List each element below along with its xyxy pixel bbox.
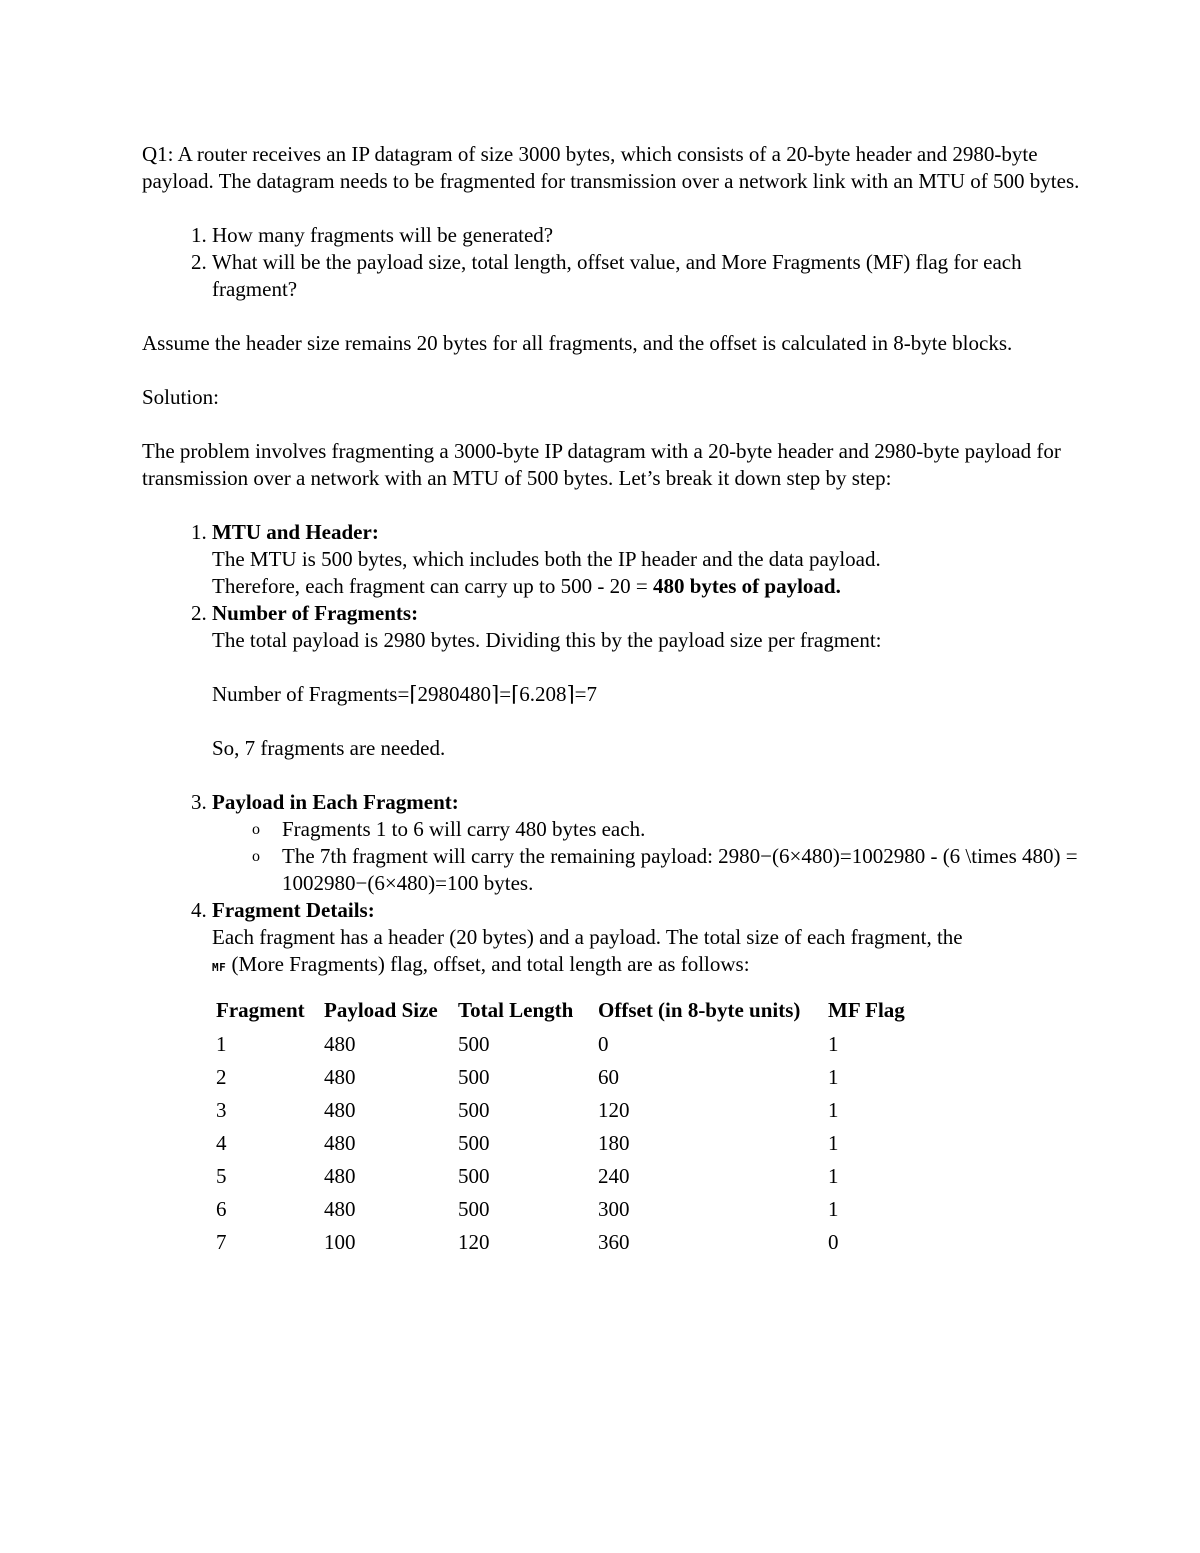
fragment-table (212, 997, 909, 1259)
payload-bullets (212, 816, 1080, 897)
step-text: The MTU is 500 bytes, which includes both the IP header and the data payload. (212, 547, 881, 571)
table-cell: 1 (828, 1130, 839, 1155)
table-cell: 500 (458, 1196, 490, 1221)
table-cell: 500 (458, 1097, 490, 1122)
table-cell: 60 (598, 1064, 619, 1089)
table-cell: 480 (324, 1097, 356, 1122)
table-cell: 500 (458, 1130, 490, 1155)
step-conclusion: So, 7 fragments are needed. (212, 736, 446, 760)
solution-heading: Solution: (142, 385, 220, 409)
question-list (142, 222, 1080, 303)
table-cell: 5 (216, 1163, 227, 1188)
table-cell: 300 (598, 1196, 630, 1221)
step-text: MF (More Fragments) flag, offset, and total length are as follows: (212, 952, 750, 976)
table-cell: 480 (324, 1163, 356, 1188)
table-cell: 500 (458, 1031, 490, 1056)
table-cell: 0 (828, 1229, 839, 1254)
bullet-icon: o (252, 821, 260, 838)
table-row (212, 1193, 909, 1226)
table-row (212, 1160, 909, 1193)
solution-steps (142, 519, 1080, 1259)
question-text: Q1: A router receives an IP datagram of size 3000 bytes, which consists of a 20-byte header and 2980-byte payload. The datagram needs to be fragmented for transmission over a network link with an MTU of 500 bytes. (142, 142, 1080, 193)
step-text (212, 573, 1080, 600)
question-item: 1. How many fragments will be generated? (212, 222, 1080, 249)
list-item: o The 7th fragment will carry the remaining payload: 2980−(6×480)=1002980 - (6 \times 480) = 1002980−(6×480)=100 bytes. (252, 844, 1078, 895)
column-header: Total Length (458, 998, 574, 1022)
question-item: 2. What will be the payload size, total length, offset value, and More Fragments (MF) flag for each fragment? (212, 249, 1080, 303)
step-number-of-fragments (212, 600, 1080, 789)
table-cell: 180 (598, 1130, 630, 1155)
step-title: 1. MTU and Header: (212, 520, 379, 544)
table-cell: 1 (828, 1064, 839, 1089)
table-cell: 480 (324, 1064, 356, 1089)
column-header: Offset (in 8-byte units) (598, 998, 801, 1022)
bullet-icon: o (252, 848, 260, 865)
table-cell: 4 (216, 1130, 227, 1155)
table-cell: 500 (458, 1163, 490, 1188)
table-row (212, 1094, 909, 1127)
mf-code: MF (212, 961, 227, 974)
solution-intro: The problem involves fragmenting a 3000-byte IP datagram with a 20-byte header and 2980-byte payload for transmission over a network with an MTU of 500 bytes. Let’s break it down step by step: (142, 439, 1061, 490)
table-cell: 2 (216, 1064, 227, 1089)
table-cell: 0 (598, 1031, 609, 1056)
table-row (212, 1226, 909, 1259)
step-title: 2. Number of Fragments: (212, 601, 419, 625)
table-cell: 480 (324, 1196, 356, 1221)
column-header: Payload Size (324, 998, 438, 1022)
fragments-formula: Number of Fragments=⌈2980480⌉=⌈6.208⌉=7 (212, 682, 598, 706)
table-cell: 480 (324, 1031, 356, 1056)
table-cell: 120 (598, 1097, 630, 1122)
step-text-prefix: Therefore, each fragment can carry up to 500 - 20 = (212, 574, 653, 598)
step-text: The total payload is 2980 bytes. Dividing this by the payload size per fragment: (212, 628, 882, 652)
table-cell: 500 (458, 1064, 490, 1089)
table-cell: 100 (324, 1229, 356, 1254)
table-cell: 7 (216, 1229, 227, 1254)
payload-result: 480 bytes of payload. (652, 574, 841, 598)
column-header: MF Flag (828, 998, 905, 1022)
table-row (212, 1061, 909, 1094)
table-row (212, 1127, 909, 1160)
column-header: Fragment (216, 998, 305, 1022)
list-item: o Fragments 1 to 6 will carry 480 bytes each. (252, 817, 646, 841)
step-fragment-details (212, 897, 1080, 1259)
table-cell: 1 (216, 1031, 227, 1056)
table-cell: 1 (828, 1097, 839, 1122)
table-cell: 3 (216, 1097, 227, 1122)
step-title: 4. Fragment Details: (212, 898, 375, 922)
table-header-row (212, 997, 909, 1028)
table-cell: 1 (828, 1196, 839, 1221)
table-cell: 360 (598, 1229, 630, 1254)
table-row (212, 1028, 909, 1061)
assumption-text: Assume the header size remains 20 bytes for all fragments, and the offset is calculated in 8-byte blocks. (142, 331, 1013, 355)
step-text: Each fragment has a header (20 bytes) and a payload. The total size of each fragment, the (212, 925, 963, 949)
step-title: 3. Payload in Each Fragment: (212, 790, 459, 814)
table-cell: 120 (458, 1229, 490, 1254)
table-cell: 480 (324, 1130, 356, 1155)
table-cell: 240 (598, 1163, 630, 1188)
table-cell: 1 (828, 1031, 839, 1056)
table-cell: 6 (216, 1196, 227, 1221)
table-cell: 1 (828, 1163, 839, 1188)
step-payload-each-fragment (212, 789, 1080, 897)
step-mtu-header (212, 519, 1080, 600)
